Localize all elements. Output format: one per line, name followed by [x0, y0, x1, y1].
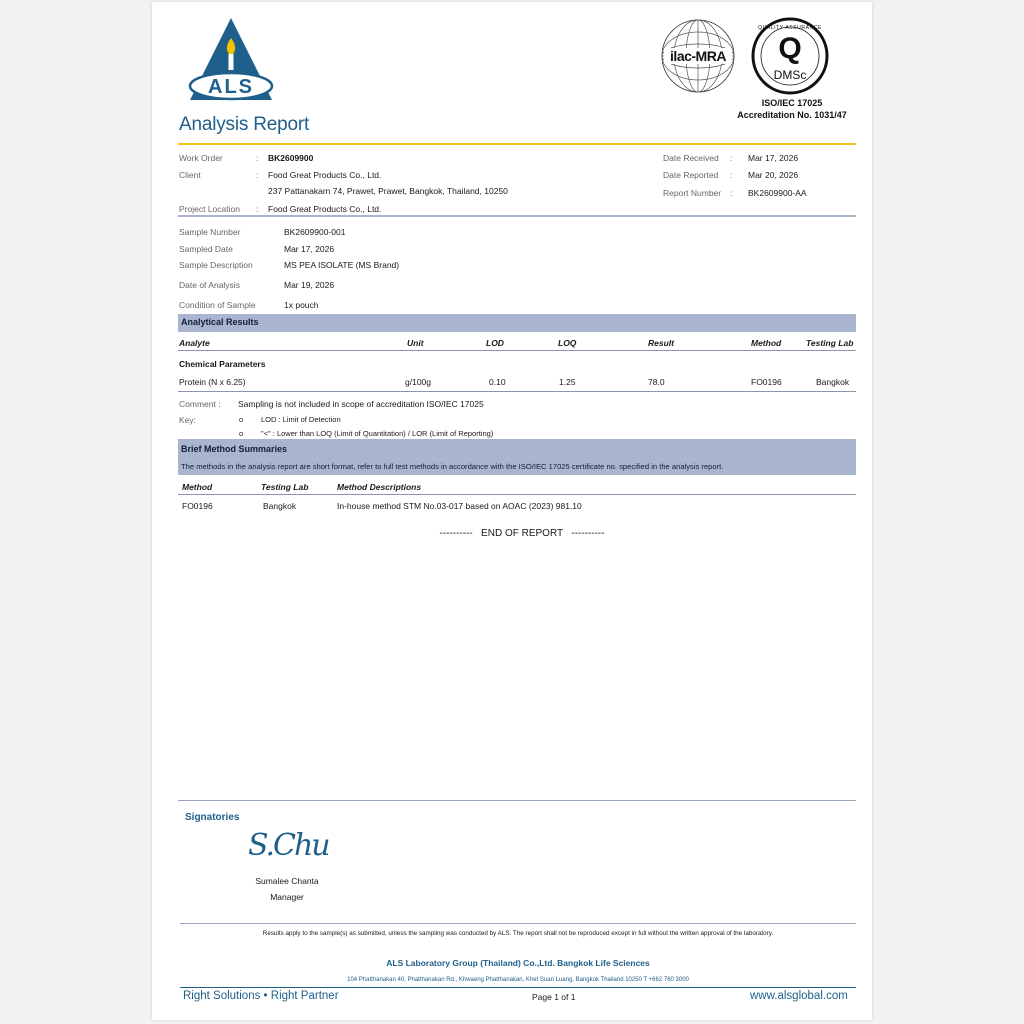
method-cell-desc: In-house method STM No.03-017 based on AOAC (2023) 981.10 — [337, 501, 582, 511]
col-method: Method — [751, 338, 782, 348]
group-title: Chemical Parameters — [179, 359, 266, 369]
project-location-value: Food Great Products Co., Ltd. — [268, 204, 382, 214]
sample-number-label: Sample Number — [179, 227, 241, 237]
date-reported-label: Date Reported — [663, 170, 719, 180]
end-of-report: ---------- END OF REPORT ---------- — [439, 528, 605, 539]
cell-method: FO0196 — [751, 377, 782, 387]
company-name: ALS Laboratory Group (Thailand) Co.,Ltd. Bangkok Life Sciences — [386, 958, 650, 968]
info-rule — [178, 215, 856, 217]
slogan: Right Solutions • Right Partner — [183, 990, 339, 1002]
col-analyte: Analyte — [179, 338, 210, 348]
iso-accreditation: Accreditation No. 1031/47 — [737, 110, 847, 120]
col-result: Result — [648, 338, 674, 348]
table-row — [152, 377, 872, 389]
cell-unit: g/100g — [405, 377, 431, 387]
signature: S.Chu — [248, 828, 329, 863]
project-location-label: Project Location — [179, 204, 240, 214]
date-received-label: Date Received — [663, 153, 719, 163]
als-logo — [186, 16, 276, 102]
page-title: Analysis Report — [179, 114, 310, 135]
col-method-lab: Testing Lab — [261, 482, 309, 492]
client-label: Client — [179, 170, 201, 180]
dmsc-q: Q — [778, 32, 802, 65]
cell-lod: 0.10 — [489, 377, 506, 387]
colon: : — [730, 170, 733, 180]
signatory-position: Manager — [270, 892, 304, 902]
method-summaries-title: Brief Method Summaries — [181, 444, 288, 454]
website-link[interactable]: www.alsglobal.com — [750, 990, 848, 1002]
col-unit: Unit — [407, 338, 424, 348]
sampled-date-value: Mar 17, 2026 — [284, 244, 335, 254]
ilac-mra-mark — [660, 18, 736, 94]
condition-label: Condition of Sample — [179, 300, 256, 310]
dmsc-seal — [750, 16, 830, 96]
key-bullet: o — [239, 429, 244, 438]
cell-testing-lab: Bangkok — [816, 377, 850, 387]
cell-analyte: Protein (N x 6.25) — [179, 377, 246, 387]
method-row — [152, 501, 872, 513]
ilac-text: ilac-MRA — [670, 48, 726, 64]
comment-text: Sampling is not included in scope of accreditation ISO/IEC 17025 — [238, 399, 484, 409]
date-of-analysis-label: Date of Analysis — [179, 280, 240, 290]
signatory-name: Sumalee Chanta — [255, 876, 319, 886]
key-lod: LOD : Limit of Detection — [261, 415, 341, 424]
sampled-date-label: Sampled Date — [179, 244, 233, 254]
dmsc-seal-ring-text: QUALITY ASSURANCE — [758, 25, 822, 31]
colon: : — [730, 153, 733, 163]
colon: : — [256, 153, 259, 163]
colon: : — [256, 204, 259, 214]
method-cell-lab: Bangkok — [263, 501, 297, 511]
footer-rule-1 — [180, 923, 856, 924]
analytical-results-title: Analytical Results — [181, 317, 259, 327]
work-order-label: Work Order — [179, 153, 223, 163]
date-reported-value: Mar 20, 2026 — [748, 170, 799, 180]
results-rule — [178, 391, 856, 392]
signatories-rule — [178, 800, 856, 801]
condition-value: 1x pouch — [284, 300, 319, 310]
report-number-value: BK2609900-AA — [748, 188, 807, 198]
methods-header-rule — [178, 494, 856, 495]
disclaimer: Results apply to the sample(s) as submitted, unless the sampling was conducted by ALS. The report shall not be reproduced except in full without the written approval of the laboratory. — [262, 930, 774, 937]
method-summaries-box — [178, 439, 856, 475]
key-loq: "<" : Lower than LOQ (Limit of Quantitation) / LOR (Limit of Reporting) — [261, 429, 494, 438]
footer-rule-2 — [180, 987, 856, 988]
col-lod: LOD — [486, 338, 504, 348]
date-of-analysis-value: Mar 19, 2026 — [284, 280, 335, 290]
col-method-name: Method — [182, 482, 213, 492]
report-number-label: Report Number — [663, 188, 722, 198]
cell-loq: 1.25 — [559, 377, 576, 387]
client-address: 237 Pattanakarn 74, Prawet, Prawet, Bangkok, Thailand, 10250 — [268, 186, 508, 196]
dmsc-text: DMSc — [773, 68, 807, 82]
col-method-desc: Method Descriptions — [337, 482, 422, 492]
logo-text: ALS — [208, 76, 254, 98]
key-label: Key: — [179, 415, 197, 425]
comment-label: Comment : — [179, 399, 221, 409]
sample-description-value: MS PEA ISOLATE (MS Brand) — [284, 260, 400, 270]
client-value: Food Great Products Co., Ltd. — [268, 170, 382, 180]
date-received-value: Mar 17, 2026 — [748, 153, 799, 163]
cell-result: 78.0 — [648, 377, 665, 387]
method-cell-name: FO0196 — [182, 501, 213, 511]
sample-number-value: BK2609900-001 — [284, 227, 346, 237]
key-bullet: o — [239, 415, 244, 424]
results-header-rule — [178, 350, 856, 351]
sample-description-label: Sample Description — [179, 260, 253, 270]
report-page — [152, 2, 872, 1020]
colon: : — [730, 188, 733, 198]
work-order-value: BK2609900 — [268, 153, 314, 163]
col-testing-lab: Testing Lab — [806, 338, 854, 348]
signatories-title: Signatories — [185, 812, 240, 823]
iso-standard: ISO/IEC 17025 — [761, 98, 823, 108]
analytical-results-bar — [178, 314, 856, 332]
method-summaries-note: The methods in the analysis report are short format, refer to full test methods in accordance with the ISO/IEC 17025 certificate no. specified in the analysis report. — [181, 462, 724, 471]
header-rule — [178, 143, 856, 145]
company-address: 104 Phatthanakan 40, Phatthanakan Rd., Khwaeng Phatthanakan, Khet Suan Luang, Bangkok Thailand 10250 T +662 760 3000 — [347, 977, 689, 983]
colon: : — [256, 170, 259, 180]
page-number: Page 1 of 1 — [532, 992, 576, 1002]
col-loq: LOQ — [558, 338, 577, 348]
